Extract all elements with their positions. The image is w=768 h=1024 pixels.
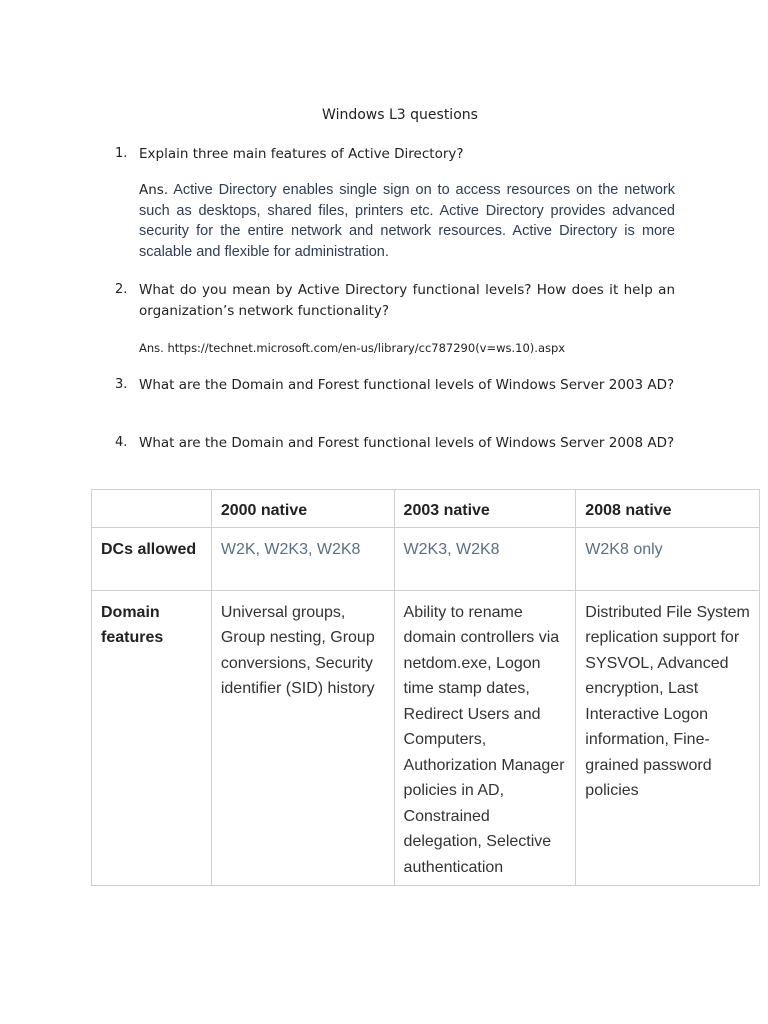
table-cell: Distributed File System replication support for SYSVOL, Advanced encryption, Last Interactive Logon information, Fine-grained password policies bbox=[576, 590, 760, 886]
row-label: Domain features bbox=[92, 590, 212, 886]
answer-2-link[interactable]: Ans. https://technet.microsoft.com/en-us/library/cc787290(v=ws.10).aspx bbox=[139, 341, 566, 355]
question-text: What do you mean by Active Directory functional levels? How does it help an organization’s network functionality? bbox=[139, 282, 675, 319]
table-header-cell bbox=[92, 490, 212, 528]
table-header-cell: 2008 native bbox=[576, 490, 760, 528]
table-header-row bbox=[92, 490, 760, 528]
table-header-cell: 2000 native bbox=[211, 490, 394, 528]
question-text: Explain three main features of Active Directory? bbox=[139, 146, 464, 162]
question-number: 3. bbox=[115, 377, 128, 392]
functional-levels-table bbox=[91, 489, 760, 886]
table-cell: W2K3, W2K8 bbox=[394, 527, 576, 590]
table-header-cell: 2003 native bbox=[394, 490, 576, 528]
table-row bbox=[92, 527, 760, 590]
document-title: Windows L3 questions bbox=[322, 107, 478, 123]
answer-text: Active Directory enables single sign on to access resources on the network such as desktops, shared files, printers etc. Active Directory provides advanced security for the entire network and network resources. Active Directory is more scalable and flexible for administration. bbox=[139, 182, 676, 261]
question-text: What are the Domain and Forest functional levels of Windows Server 2003 AD? bbox=[139, 377, 675, 393]
table-cell: Universal groups, Group nesting, Group conversions, Security identifier (SID) history bbox=[211, 590, 394, 886]
answer-1 bbox=[139, 180, 675, 263]
question-number: 4. bbox=[115, 435, 128, 450]
question-4 bbox=[115, 433, 675, 454]
table-cell: W2K, W2K3, W2K8 bbox=[211, 527, 394, 590]
table-row bbox=[92, 590, 760, 886]
question-number: 1. bbox=[115, 146, 128, 161]
answer-prefix: Ans. bbox=[139, 182, 169, 198]
table-cell: Ability to rename domain controllers via netdom.exe, Logon time stamp dates, Redirect Users and Computers, Authorization Manager policies in AD, Constrained delegation, Selective authentication bbox=[394, 590, 576, 886]
question-3 bbox=[115, 375, 675, 396]
question-text: What are the Domain and Forest functional levels of Windows Server 2008 AD? bbox=[139, 435, 675, 451]
question-number: 2. bbox=[115, 282, 128, 297]
question-1 bbox=[115, 144, 675, 165]
row-label: DCs allowed bbox=[92, 527, 212, 590]
table-cell: W2K8 only bbox=[576, 527, 760, 590]
question-2 bbox=[115, 280, 675, 321]
